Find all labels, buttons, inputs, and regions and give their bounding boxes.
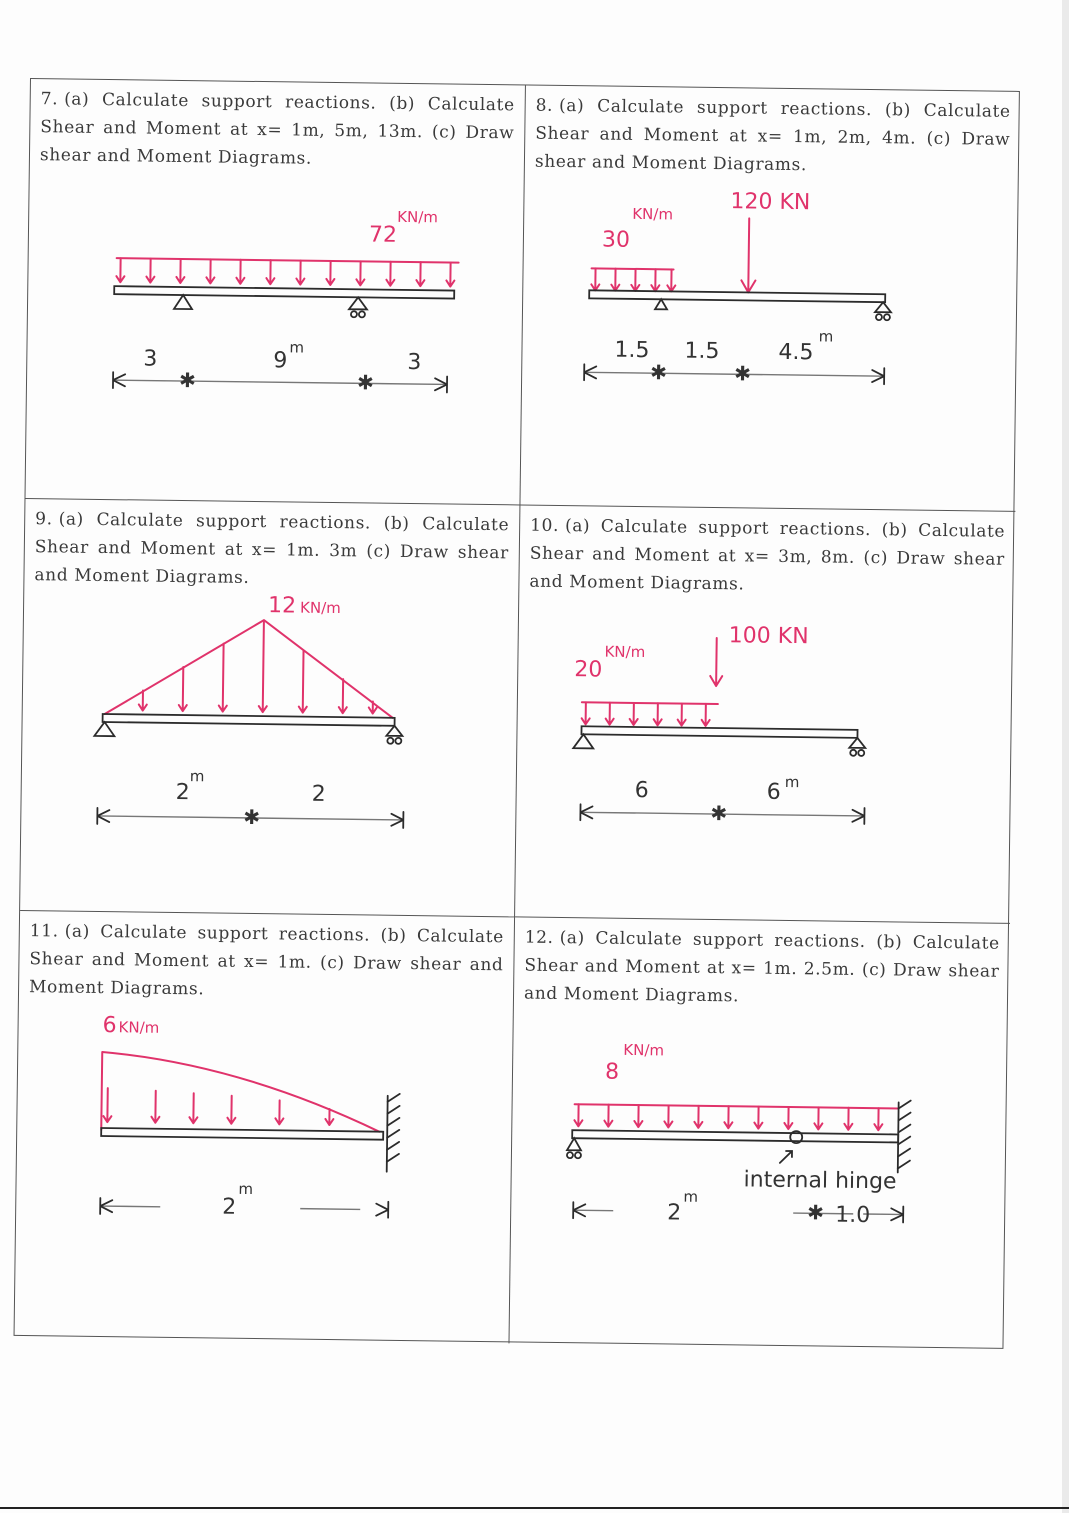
dim-label: 6: [766, 779, 781, 805]
dimension-line: [113, 380, 447, 384]
problem-grid: [14, 78, 1020, 1349]
dimension-line: [100, 1206, 386, 1210]
hinge-pointer-arrow: [780, 1151, 792, 1163]
beam: [572, 1130, 898, 1142]
roller-wheel: [359, 311, 365, 317]
roller-support: [849, 738, 865, 748]
beam: [114, 286, 454, 298]
roller-wheel: [850, 750, 856, 756]
dim-tick: ✱: [710, 800, 728, 826]
beam-diagram-8: [520, 85, 1020, 511]
roller-support: [386, 726, 402, 736]
problem-8-cell: [520, 85, 1020, 511]
problem-9-cell: [20, 499, 520, 917]
load-value-label: 30: [601, 227, 631, 253]
dim-unit-label: m: [818, 327, 834, 346]
load-unit-label: KN/m: [623, 1040, 665, 1060]
load-arrows: [582, 702, 710, 726]
load-unit-label: KN/m: [632, 204, 674, 224]
beam: [589, 290, 885, 302]
load-arrows: [591, 268, 675, 291]
dim-arrow-right: [376, 1202, 388, 1218]
dim-tick: ✱: [356, 370, 374, 395]
problem-number: 11.: [29, 921, 59, 942]
problem-text: (a) Calculate support reactions. (b) Calculate Shear and Moment at x= 1m, 5m, 13m. (c) Draw shear and Moment Diagrams.: [39, 89, 515, 169]
distributed-load-line: [575, 1104, 899, 1108]
problem-text: (a) Calculate support reactions. (b) Calculate Shear and Moment at x= 3m, 8m. (c) Draw shear and Moment Diagrams.: [529, 516, 1006, 595]
load-unit-label: KN/m: [604, 642, 646, 662]
dim-label: 2: [667, 1200, 682, 1226]
point-load-arrow: [710, 638, 723, 686]
roller-wheel: [387, 738, 393, 744]
dim-tick: ✱: [650, 360, 668, 385]
roller-support: [875, 302, 891, 312]
roller-wheel: [858, 750, 864, 756]
problem-number: 7.: [40, 89, 59, 110]
dim-tick: ✱: [734, 361, 752, 386]
load-unit-label: KN/m: [118, 1018, 160, 1037]
pin-support: [655, 299, 667, 309]
beam-diagram-9: [20, 499, 520, 917]
problem-text: (a) Calculate support reactions. (b) Calculate Shear and Moment at x= 1m. (c) Draw shear and Moment Diagrams.: [28, 921, 504, 1000]
pin-support: [94, 722, 114, 736]
load-unit-label: KN/m: [397, 207, 439, 227]
dim-unit-label: m: [683, 1187, 699, 1206]
distributed-load-line: [582, 702, 718, 704]
problem-number: 12.: [524, 927, 554, 948]
dim-unit-label: m: [289, 338, 305, 357]
dim-label: 1.0: [835, 1202, 871, 1229]
dim-label: 4.5: [778, 339, 814, 366]
problem-7-cell: [25, 79, 525, 505]
beam-diagram-11: [15, 911, 516, 1343]
load-value-label: 12: [267, 593, 297, 619]
problem-text: (a) Calculate support reactions. (b) Calculate Shear and Moment at x= 1m. 3m (c) Draw shear and Moment Diagrams.: [34, 509, 510, 588]
dim-label: 9: [273, 348, 288, 374]
load-arrows: [139, 620, 378, 713]
load-arrows: [103, 1088, 333, 1125]
roller-wheel: [351, 311, 357, 317]
load-value-label: 8: [604, 1059, 620, 1085]
dim-tick: ✱: [243, 804, 261, 830]
fixed-support: [387, 1094, 400, 1172]
beam: [103, 714, 395, 726]
dim-unit-label: m: [784, 772, 800, 792]
dim-tick: ✱: [178, 367, 196, 393]
scan-edge: [1062, 0, 1069, 1513]
problem-12-cell: [509, 917, 1010, 1349]
dim-label: 2: [222, 1194, 237, 1220]
distributed-load-line: [592, 268, 674, 269]
dim-label: 6: [634, 777, 649, 804]
pin-support: [573, 734, 593, 748]
hinge-label: internal hinge: [743, 1167, 897, 1195]
fixed-support: [898, 1100, 911, 1172]
varying-load-outline: [101, 1052, 380, 1134]
page-bottom-rule: [0, 1507, 1069, 1509]
roller-wheel: [884, 314, 890, 320]
point-load-label: 120 KN: [730, 189, 811, 216]
dim-tick: ✱: [807, 1200, 825, 1225]
roller-wheel: [575, 1152, 581, 1158]
distributed-load-line: [117, 258, 459, 262]
dim-label: 2: [175, 779, 190, 806]
dim-label: 2: [311, 781, 326, 807]
point-load-label: 100 KN: [728, 623, 809, 650]
problem-number: 9.: [35, 509, 53, 530]
roller-wheel: [567, 1152, 573, 1158]
problem-number: 8.: [535, 95, 554, 116]
roller-support: [567, 1138, 581, 1150]
pin-support: [174, 295, 192, 309]
dim-label: 3: [407, 349, 422, 376]
roller-support: [349, 297, 367, 309]
dim-unit-label: m: [238, 1179, 254, 1199]
problem-11-cell: [15, 911, 516, 1343]
load-value-label: 20: [574, 657, 603, 683]
problem-text: (a) Calculate support reactions. (b) Calculate Shear and Moment at x= 1m, 2m, 4m. (c) Draw shear and Moment Diagrams.: [534, 95, 1011, 176]
beam: [101, 1128, 383, 1140]
problem-10-cell: [515, 505, 1015, 923]
dim-label: 3: [143, 346, 158, 372]
beam-diagram-7: [25, 79, 525, 505]
beam: [581, 726, 857, 738]
dim-unit-label: m: [189, 767, 205, 786]
beam-diagram-12: [509, 917, 1010, 1349]
triangular-load-outline: [105, 618, 394, 718]
load-value-label: 72: [368, 222, 398, 248]
load-value-label: 6: [102, 1013, 117, 1039]
point-load-arrow: [741, 218, 756, 292]
dim-label: 1.5: [684, 338, 720, 365]
dim-label: 1.5: [614, 337, 650, 364]
roller-wheel: [876, 314, 882, 320]
load-unit-label: KN/m: [299, 598, 341, 618]
roller-wheel: [395, 738, 401, 744]
beam-diagram-10: [515, 505, 1015, 923]
problem-text: (a) Calculate support reactions. (b) Calculate Shear and Moment at x= 1m. 2.5m. (c) Draw shear and Moment Diagrams.: [523, 928, 1000, 1007]
problem-number: 10.: [530, 515, 560, 536]
